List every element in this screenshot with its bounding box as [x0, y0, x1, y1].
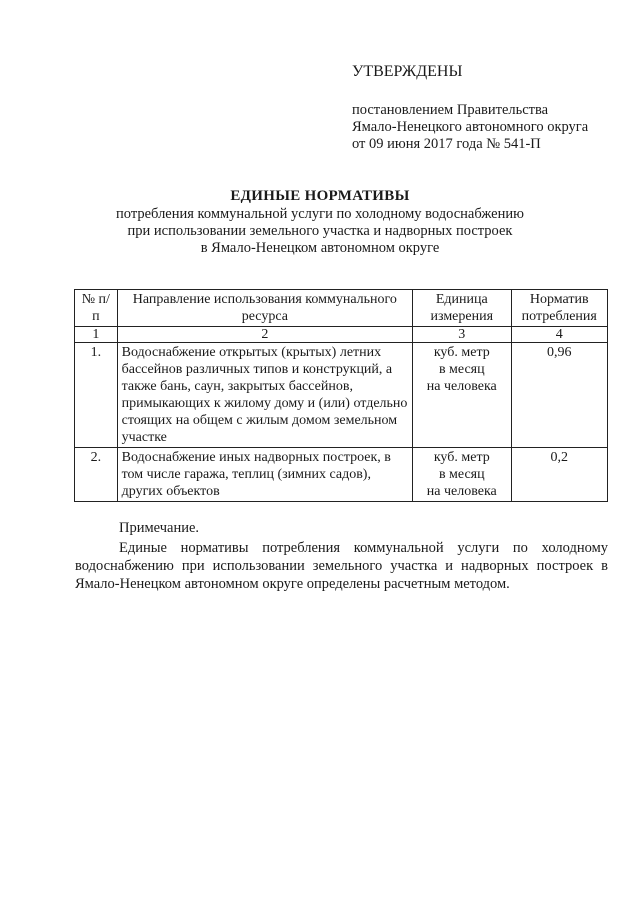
header-unit: Единица измерения [413, 290, 511, 327]
column-number: 3 [413, 327, 511, 343]
unit-line: на человека [426, 484, 497, 499]
decree-line: от 09 июня 2017 года № 541-П [352, 136, 541, 152]
norms-table [74, 289, 608, 502]
decree-line: постановлением Правительства [352, 102, 549, 118]
approved-heading: УТВЕРЖДЕНЫ [352, 63, 463, 80]
column-number: 4 [511, 327, 607, 343]
unit-line: куб. метр [433, 450, 490, 465]
unit-line: куб. метр [433, 345, 490, 360]
table-row [75, 343, 608, 448]
note-text: Единые нормативы потребления коммунальной услуги по холодному водоснабжению при использовании земельного участка и надворных построек в Ямало-Ненецком автономном округе определены расчетным методом. [75, 540, 608, 592]
table-header-row [75, 290, 608, 327]
document-subtitle [0, 206, 640, 257]
row-number: 1. [75, 343, 118, 448]
unit-line: на человека [426, 379, 497, 394]
subtitle-line: потребления коммунальной услуги по холодному водоснабжению [116, 206, 524, 222]
table-row [75, 448, 608, 502]
decree-reference [352, 102, 588, 153]
column-number: 1 [75, 327, 118, 343]
unit-line: в месяц [438, 362, 485, 377]
row-unit [413, 343, 511, 448]
row-norm: 0,96 [511, 343, 607, 448]
subtitle-line: при использовании земельного участка и надворных построек [127, 223, 513, 239]
unit-line: в месяц [438, 467, 485, 482]
column-number: 2 [117, 327, 412, 343]
column-number-row [75, 327, 608, 343]
decree-line: Ямало-Ненецкого автономного округа [352, 119, 589, 135]
row-unit [413, 448, 511, 502]
note-label: Примечание. [119, 520, 200, 536]
subtitle-line: в Ямало-Ненецком автономном округе [200, 240, 440, 256]
row-description: Водоснабжение открытых (крытых) летних бассейнов различных типов и конструкций, а также бань, саун, закрытых бассейнов, примыкающих к жилому дому и (или) отдельно стоящих на общем с жилым домом земельном участке [117, 343, 412, 448]
header-number: № п/п [75, 290, 118, 327]
row-norm: 0,2 [511, 448, 607, 502]
row-description: Водоснабжение иных надворных построек, в том числе гаража, теплиц (зимних садов), других объектов [117, 448, 412, 502]
document-title: ЕДИНЫЕ НОРМАТИВЫ [230, 188, 410, 204]
row-number: 2. [75, 448, 118, 502]
header-direction: Направление использования коммунального ресурса [117, 290, 412, 327]
header-norm: Норматив потребления [511, 290, 607, 327]
